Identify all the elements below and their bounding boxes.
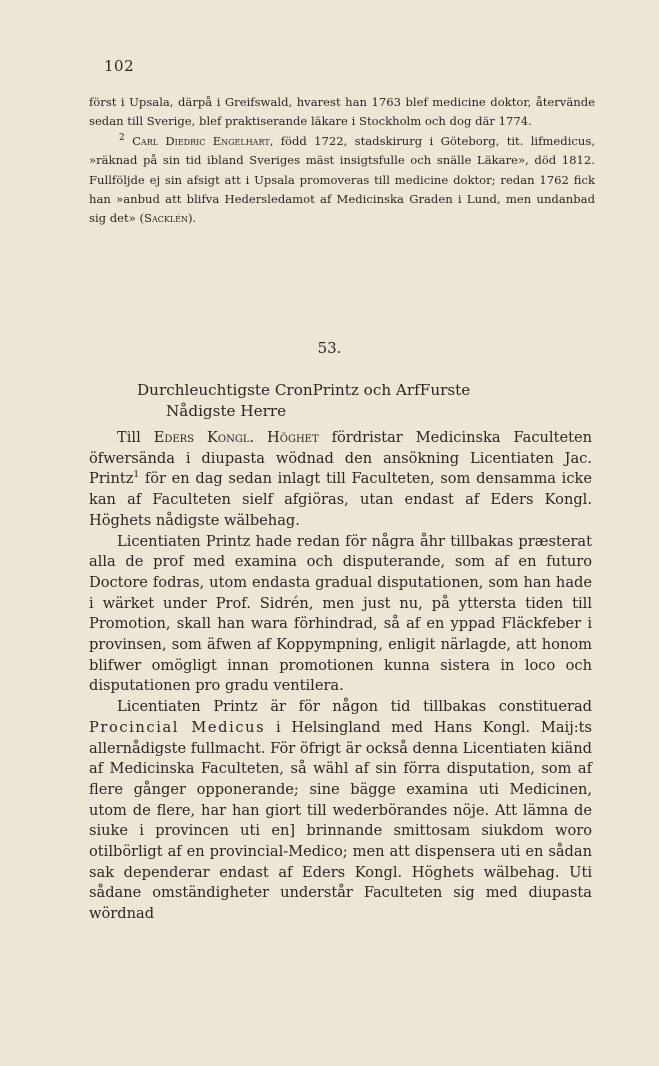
paragraph-2: Licentiaten Printz hade redan för några åhr tillbakas præsterat alla de prof med examina och disputerande, som af en futuro Doctore fodras, utom endasta gradual disputationen, som han hade i wärket under Prof. Sidrén, men just nu, på yttersta tiden till Promotion, skall han wara förhindrad, så af en yppad Fläckfeber i provinsen, som äfwen af Koppympning, enligit närlagde, att honom blifwer omögligt innan promotionen kunna sistera in loco och disputationen pro gradu ventilera.	[89, 532, 592, 695]
footnote-2	[89, 132, 595, 229]
salutation	[137, 380, 470, 422]
footnote-person-name: Carl Diedric Engelhart	[132, 133, 270, 148]
footnote-source: Sacklén	[144, 211, 188, 226]
page-number: 102	[104, 57, 135, 75]
paragraph-1	[89, 428, 592, 532]
footnote-ref: 1	[133, 470, 140, 481]
paragraph-3-start: Licentiaten Printz är för någon tid tillbakas constituerad	[117, 698, 592, 716]
footnote-continued: först i Upsala, därpå i Greifswald, hvarest han 1763 blef medicine doktor, återvände sedan till Sverige, blef praktiserande läkare i Stockholm och dog där 1774.	[89, 95, 595, 129]
footnotes	[89, 93, 595, 229]
salutation-line-2: Nådigste Herre	[166, 402, 287, 420]
footnote-end: ).	[188, 211, 197, 226]
paragraph-1-start: Till	[117, 429, 154, 446]
emphasized-title: Procincial Medicus	[89, 718, 266, 736]
salutation-line-1: Durchleuchtigste CronPrintz och ArfFurste	[137, 381, 471, 399]
footnote-text: , född 1722, stadskirurg i Göteborg, tit. lifmedicus, »räknad på sin tid ibland Sveriges mäst insigtsfulle och snälle Läkare», död 1812. Fullföljde ej sin afsigt att i Upsala promoveras till medicine doktor; redan 1762 fick han »anbud att blifva Hedersledamot af Medicinska Graden i Lund, men undanbad sig det» (	[89, 133, 596, 226]
paragraph-1-end: för en dag sedan inlagt till Faculteten, som densamma icke kan af Faculteten sielf afgiöras, utan endast af Eders Kongl. Höghets nådigste wälbehag.	[89, 470, 592, 529]
footnote-marker: 2	[119, 132, 125, 143]
paragraph-3-rest: i Helsingland med Hans Kongl. Maij:ts allernådigste fullmacht. För öfrigt är också denna Licentiaten kiänd af Medicinska Faculteten, så wähl af sin förra disputation, som af flere gånger opponerande; sine bägge examina uti Medicinen, utom de flere, har han giort till wederbörandes nöje. Att lämna de siuke i provincen uti en] brinnande smittosam siukdom woro otilbörligt af en provincial-Medico; men att dispensera uti en sådan sak dependerar endast af Eders Kongl. Höghets wälbehag. Uti sådane omständigheter understår Faculteten sig med diupasta wördnad	[89, 718, 592, 923]
addressee-title: Eders Kongl. Höghet	[153, 429, 319, 446]
paragraph-3	[89, 697, 592, 925]
document-number: 53.	[317, 339, 342, 357]
letter-body	[89, 428, 592, 925]
paragraph-1-mid: fördristar Medicinska Faculteten öfwersända i diupasta wödnad den ansökning Licentiaten Jac. Printz	[89, 429, 592, 488]
